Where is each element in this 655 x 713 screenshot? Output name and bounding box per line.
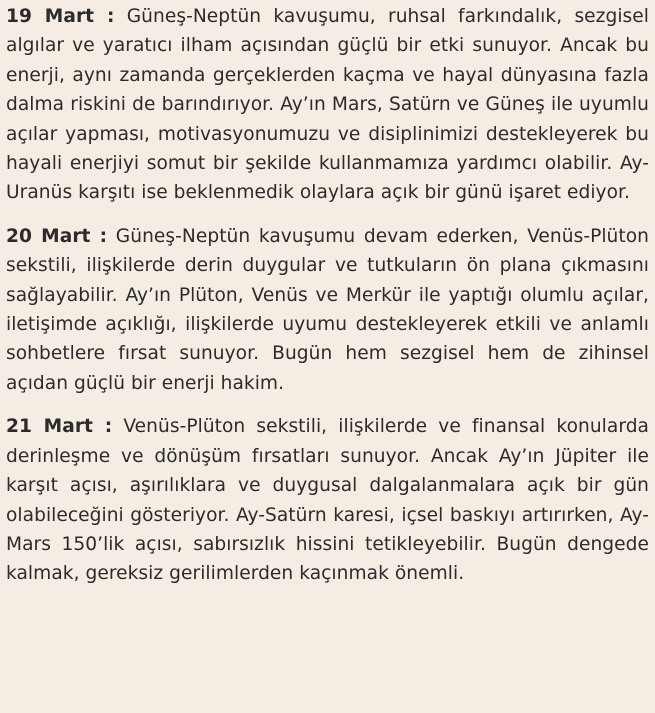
entry-date: 19 Mart : [6,6,115,27]
entry-date: 20 Mart : [6,225,108,247]
entry-date: 21 Mart : [6,416,113,438]
entry-21-mart [6,412,649,588]
entry-text: Venüs-Plüton sekstili, ilişkilerde ve finansal konularda derinleşme ve dönüşüm fırsatları sunuyor. Ancak Ay’ın Jüpiter ile karşıt açısı, aşırılıklara ve duygusal dalgalanmalara açık bir gün olabileceğini gösteriyor. Ay-Satürn karesi, içsel baskıyı artırırken, Ay-Mars 150’lik açısı, sabırsızlık hissini tetikleyebilir. Bugün dengede kalmak, gereksiz gerilimlerden kaçınmak önemli. [6,416,649,585]
entry-19-mart [6,2,649,208]
entry-text: Güneş-Neptün kavuşumu, ruhsal farkındalık, sezgisel algılar ve yaratıcı ilham açısından güçlü bir etki sunuyor. Ancak bu enerji, aynı zamanda gerçeklerden kaçma ve hayal dünyasına fazla dalma riskini de barındırıyor. Ay’ın Mars, Satürn ve Güneş ile uyumlu açılar yapması, motivasyonumuzu ve disiplinimizi destekleyerek bu hayali enerjiyi somut bir şekilde kullanmamıza yardımcı olabilir. Ay-Uranüs karşıtı ise beklenmedik olaylara açık bir günü işaret ediyor. [6,6,649,204]
entry-text: Güneş-Neptün kavuşumu devam ederken, Venüs-Plüton sekstili, ilişkilerde derin duygular ve tutkuların ön plana çıkmasını sağlayabilir. Ay’ın Plüton, Venüs ve Merkür ile yaptığı olumlu açılar, iletişimde açıklığı, ilişkilerde uyumu destekleyerek etkili ve anlamlı sohbetlere fırsat sunuyor. Bugün hem sezgisel hem de zihinsel açıdan güçlü bir enerji hakim. [6,225,649,394]
entry-20-mart [6,222,649,398]
